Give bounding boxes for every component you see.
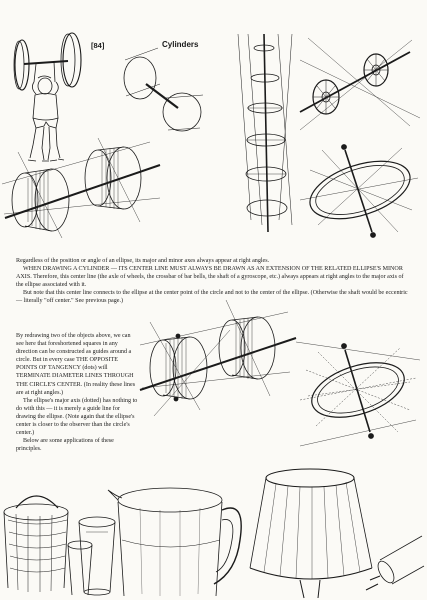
- perspective-barbell: [2, 138, 160, 238]
- main-text-block: [16, 257, 409, 306]
- pitcher: [108, 488, 241, 596]
- paragraph-eccentric-shaft: But note that this center line connects to the ellipse at the center point of the circle and not to the center of the ellipse. (Otherwise the shaft would be eccentric — literally "off center." See previous page.): [16, 290, 408, 305]
- paragraph-center-line-rule: WHEN DRAWING A CYLINDER — ITS CENTER LINE MUST ALWAYS BE DRAWN AS AN EXTENSION OF THE RELATED ELLIPSE'S MINOR AXIS. Therefore, this center line (the axle of wheels, the crossbar of bar bells, the shaft of a gyroscope, etc.) always appears at right angles to the major axis of the ellipse associated with it.: [16, 266, 404, 289]
- stacked-cylinder-column: [238, 34, 292, 232]
- paragraph-major-axis: The ellipse's major axis (dotted) has nothing to do with this — it is merely a guide line for drawing the ellipse. (Note again that the ellipse's center is closer to the observer than the circle's center.): [16, 397, 138, 437]
- rolling-pin: [366, 536, 424, 590]
- paragraph-applications: Below are some applications of these principles.: [16, 438, 114, 453]
- gyroscope-disc: [300, 145, 418, 238]
- construction-gyroscope: [296, 342, 420, 446]
- section-title: Cylinders: [162, 40, 199, 49]
- paragraph-ellipse-axes: Regardless of the position or angle of an ellipse, its major and minor axes always appear at right angles.: [16, 258, 270, 264]
- side-text-block: [16, 332, 138, 453]
- wheels-on-axle: [300, 38, 420, 130]
- dumbbell: [124, 48, 203, 131]
- paragraph-tangency: By redrawing two of the objects above, we can see here that foreshortened squares in any direction can be constructed as guides around a circle. But in every case THE OPPOSITE POINTS OF TANGENCY (dots) will TERMINATE DIAMETER LINES THROUGH THE CIRCLE'S CENTER. (In reality these lines are at right angles.): [16, 333, 136, 396]
- basket: [4, 496, 68, 592]
- lamp-shade: [250, 469, 372, 598]
- page-number: [84]: [91, 41, 105, 50]
- construction-barbell: [140, 300, 296, 416]
- strongman-barbell: [14, 33, 81, 161]
- glasses: [68, 517, 115, 595]
